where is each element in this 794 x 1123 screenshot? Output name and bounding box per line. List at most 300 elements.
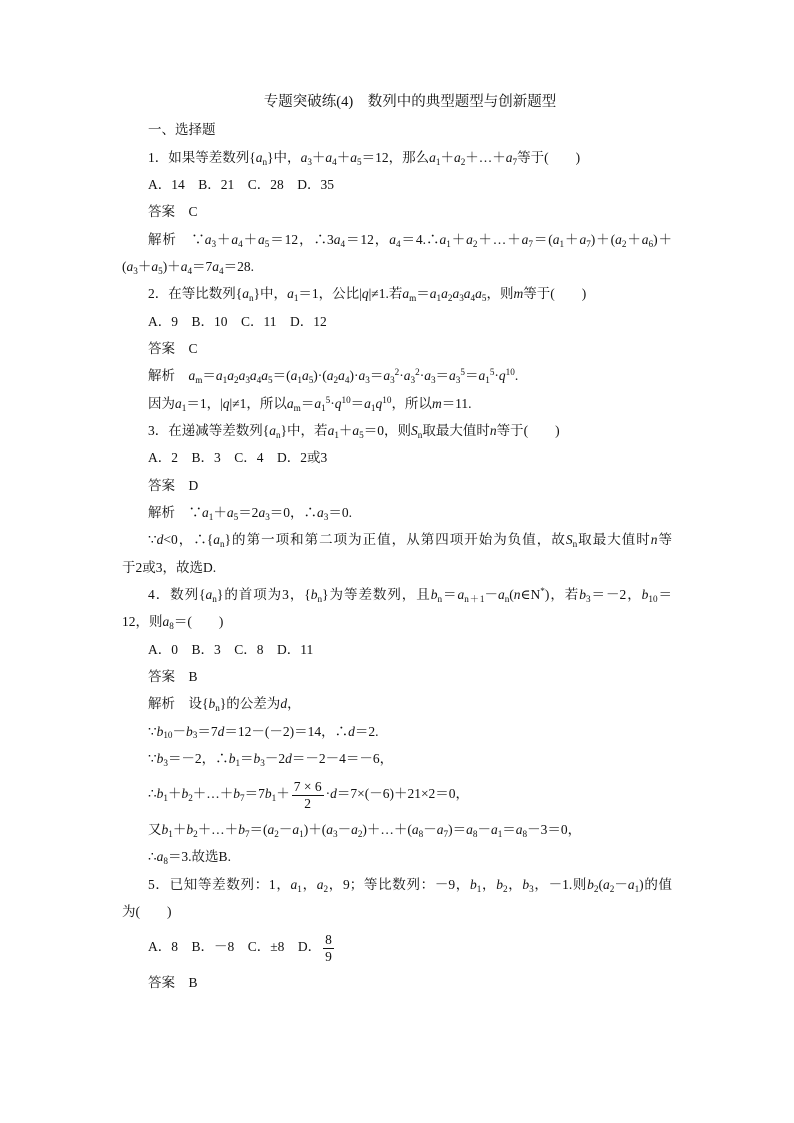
text-run: ∵ <box>148 723 157 739</box>
text-run: )，若 <box>544 586 580 602</box>
text-run: |≠1.若 <box>368 286 403 302</box>
text-run: }中， <box>267 149 301 165</box>
text-run: )·( <box>313 368 327 384</box>
text-run: <0，∴{ <box>163 532 214 548</box>
subscript: 4 <box>395 238 401 249</box>
subscript: 1 <box>435 156 441 167</box>
text-run: }中， <box>253 286 288 302</box>
text-run: ＋ <box>338 422 353 438</box>
text-run: ＝－2， <box>590 586 642 602</box>
math-variable: b <box>181 786 189 802</box>
subscript: 2 <box>460 156 466 167</box>
math-variable: a <box>505 149 513 165</box>
text-run: · <box>325 786 331 802</box>
math-variable: a <box>215 368 223 384</box>
text-line <box>122 499 672 526</box>
subscript: 1 <box>370 402 376 413</box>
math-variable: a <box>429 149 436 165</box>
math-variable: m <box>513 286 524 302</box>
text-run: ＝－2，∴ <box>167 750 229 766</box>
subscript: 3 <box>265 511 270 522</box>
subscript: 5 <box>481 293 487 304</box>
subscript: n <box>219 539 225 550</box>
math-variable: a <box>463 286 471 302</box>
math-variable: a <box>286 395 294 411</box>
text-line <box>122 969 672 996</box>
text-run: 解析 ∵ <box>148 231 205 247</box>
subscript: 2 <box>609 883 615 894</box>
text-run: － <box>278 821 293 837</box>
subscript: 8 <box>169 621 174 632</box>
math-variable: d <box>348 723 355 739</box>
text-run: ＝( <box>532 231 553 247</box>
subscript: 5 <box>233 511 239 522</box>
text-run: ＝7 <box>192 258 213 274</box>
text-line <box>122 444 672 471</box>
section-heading: 一、选择题 <box>148 122 216 138</box>
text-run: )· <box>349 368 359 384</box>
superscript: 10 <box>382 394 392 405</box>
question-1 <box>122 144 672 281</box>
math-variable: a <box>389 231 396 247</box>
math-variable: b <box>641 586 649 602</box>
math-variable: b <box>156 750 164 766</box>
subscript: 7 <box>586 238 591 249</box>
text-run: |≠1，所以 <box>229 395 287 411</box>
subscript: 2 <box>274 828 279 839</box>
math-variable: b <box>264 786 272 802</box>
question-5 <box>122 871 672 997</box>
math-variable: a <box>227 368 234 384</box>
text-line <box>122 898 672 925</box>
math-variable: a <box>441 286 448 302</box>
subscript: 1 <box>163 793 168 804</box>
text-line <box>122 335 672 362</box>
text-run: 答案 B <box>148 974 198 990</box>
text-run: ＝ <box>202 368 216 384</box>
text-run: ＝12，∴3 <box>269 231 334 247</box>
text-run: － <box>477 821 491 837</box>
subscript: 4 <box>256 375 262 386</box>
text-line <box>122 171 672 198</box>
subscript: 1 <box>293 293 299 304</box>
text-run: ＝2 <box>238 504 259 520</box>
math-variable: a <box>615 231 622 247</box>
subscript: 3 <box>586 593 591 604</box>
math-variable: a <box>326 821 333 837</box>
text-run: ，则 <box>486 286 514 302</box>
text-run: · <box>419 368 425 384</box>
math-variable: b <box>186 723 193 739</box>
solution-analysis <box>122 499 672 526</box>
fraction-denominator: 2 <box>292 795 324 812</box>
math-variable: b <box>208 696 216 712</box>
text-run: ＝1，公比| <box>298 286 362 302</box>
text-run: －2 <box>264 750 286 766</box>
fraction <box>323 932 334 965</box>
solution-analysis <box>122 526 672 581</box>
math-variable: a <box>327 422 335 438</box>
text-run: ＝1，| <box>186 395 223 411</box>
math-variable: a <box>429 286 437 302</box>
text-line <box>122 636 672 663</box>
text-line <box>122 554 672 581</box>
subscript: 1 <box>271 793 277 804</box>
math-variable: a <box>162 614 170 630</box>
subscript: 3 <box>455 375 461 386</box>
question-stem <box>122 581 672 636</box>
math-variable: a <box>552 231 560 247</box>
math-variable: b <box>186 821 194 837</box>
math-variable: a <box>449 368 456 384</box>
text-run: ＝ <box>240 750 254 766</box>
answer-key <box>122 969 672 996</box>
text-run: ＝4.∴ <box>400 231 440 247</box>
text-line <box>122 871 672 898</box>
math-variable: a <box>269 422 276 438</box>
text-run: ＝ <box>502 821 516 837</box>
subscript: 3 <box>459 293 464 304</box>
subscript: n <box>262 156 268 167</box>
math-variable: a <box>317 504 324 520</box>
math-variable: a <box>383 368 391 384</box>
math-variable: d <box>217 723 225 739</box>
math-variable: a <box>515 821 523 837</box>
subscript: 4 <box>340 238 346 249</box>
text-run: － <box>484 586 498 602</box>
subscript: 10 <box>648 593 658 604</box>
superscript: 5 <box>460 367 465 378</box>
math-variable: a <box>326 368 334 384</box>
subscript: n <box>248 293 254 304</box>
math-variable: n <box>513 586 521 602</box>
math-variable: a <box>202 504 209 520</box>
subscript: 1 <box>634 883 640 894</box>
math-variable: a <box>627 876 635 892</box>
subscript: m <box>195 375 203 386</box>
text-run: ，所以 <box>391 395 432 411</box>
text-run: )＋…＋( <box>362 821 412 837</box>
subscript: 3 <box>192 730 198 741</box>
solution-analysis <box>122 772 672 816</box>
question-3 <box>122 417 672 581</box>
text-run: A．0 B．3 C．8 D．11 <box>148 641 314 657</box>
answer-key <box>122 663 672 690</box>
text-run: － <box>172 723 187 739</box>
text-run: ＝12，那么 <box>361 149 430 165</box>
text-run: 又 <box>148 821 162 837</box>
math-variable: a <box>258 504 266 520</box>
text-run: 取最大值时 <box>577 532 651 548</box>
text-run: ＋ <box>440 149 454 165</box>
text-run: 3．在递减等差数列{ <box>148 422 270 438</box>
math-variable: a <box>475 286 482 302</box>
text-run: ， <box>287 696 301 712</box>
question-stem <box>122 280 672 307</box>
text-run: ＝ <box>369 368 384 384</box>
answer-options <box>122 171 672 198</box>
superscript: 10 <box>341 394 351 405</box>
subscript: 7 <box>244 828 250 839</box>
text-run: － <box>614 876 628 892</box>
answer-options <box>122 308 672 335</box>
math-variable: a <box>261 368 269 384</box>
math-variable: a <box>204 231 212 247</box>
text-run: ＝7 <box>197 723 218 739</box>
math-variable: q <box>334 395 342 411</box>
solution-analysis <box>122 362 672 389</box>
subscript: 1 <box>476 883 482 894</box>
text-run: ∵ <box>148 532 157 548</box>
text-line <box>122 144 672 171</box>
text-run: }为等差数列，且 <box>322 586 431 602</box>
subscript: 1 <box>334 429 339 440</box>
superscript: 5 <box>489 367 495 378</box>
text-run: 解析 <box>148 368 189 384</box>
text-line <box>122 417 672 444</box>
math-variable: a <box>424 368 431 384</box>
subscript: 2 <box>233 375 239 386</box>
subscript: 3 <box>133 265 138 276</box>
superscript: 2 <box>415 367 420 378</box>
math-variable: q <box>361 286 369 302</box>
subscript: 8 <box>472 828 478 839</box>
text-line <box>122 843 672 870</box>
text-run: ( <box>122 258 127 274</box>
subscript: 3 <box>410 375 416 386</box>
subscript: n <box>417 429 423 440</box>
subscript: 7 <box>443 828 449 839</box>
text-line <box>122 663 672 690</box>
subscript: 1 <box>497 828 503 839</box>
math-variable: a <box>350 149 357 165</box>
question-list <box>122 144 672 997</box>
math-variable: a <box>338 368 345 384</box>
question-4 <box>122 581 672 871</box>
superscript: 5 <box>325 394 331 405</box>
subscript: 7 <box>512 156 518 167</box>
subscript: 4 <box>344 375 350 386</box>
subscript: 4 <box>219 265 224 276</box>
math-variable: a <box>290 368 298 384</box>
math-variable: b <box>469 876 477 892</box>
text-run: ＝ <box>416 286 430 302</box>
math-variable: a <box>351 821 358 837</box>
math-variable: b <box>522 876 530 892</box>
text-run: ＋ <box>311 149 326 165</box>
math-variable: a <box>180 258 188 274</box>
text-run: ＋ <box>276 786 290 802</box>
subscript: n <box>317 593 323 604</box>
text-line <box>122 745 672 772</box>
math-variable: a <box>439 231 447 247</box>
text-run: ＋…＋ <box>465 149 506 165</box>
text-run: 2．在等比数列{ <box>148 286 243 302</box>
subscript: n <box>572 539 578 550</box>
text-run: ＋ <box>172 821 187 837</box>
text-line <box>122 362 672 389</box>
text-run: ∵ <box>148 750 157 766</box>
text-line <box>122 390 672 417</box>
math-variable: a <box>267 821 275 837</box>
math-variable: a <box>238 368 246 384</box>
text-run: 等于( ) <box>517 149 581 165</box>
subscript: 5 <box>357 156 362 167</box>
subscript: 4 <box>187 265 193 276</box>
math-variable: a <box>478 368 486 384</box>
text-run: ∴ <box>148 849 157 865</box>
math-variable: b <box>496 876 503 892</box>
subscript: 1 <box>321 402 326 413</box>
text-run: 等于( ) <box>496 422 560 438</box>
math-variable: a <box>436 821 444 837</box>
text-line <box>122 816 672 843</box>
math-variable: a <box>466 231 473 247</box>
text-run: )＋( <box>590 231 616 247</box>
text-run: 因为 <box>148 395 175 411</box>
fraction-denominator: 9 <box>325 948 332 964</box>
subscript: 3 <box>323 511 329 522</box>
question-2 <box>122 280 672 417</box>
math-variable: a <box>301 368 309 384</box>
subscript: 3 <box>390 375 395 386</box>
math-variable: a <box>358 368 366 384</box>
subscript: 2 <box>357 828 363 839</box>
math-variable: a <box>290 876 298 892</box>
math-variable: b <box>161 821 169 837</box>
math-variable: a <box>151 258 159 274</box>
question-stem <box>122 417 672 444</box>
superscript: 2 <box>394 367 400 378</box>
text-run: ＝7×(－6)＋21×2＝0， <box>336 786 470 802</box>
subscript: n <box>275 429 281 440</box>
superscript: 10 <box>505 367 515 378</box>
text-line <box>122 280 672 307</box>
answer-options <box>122 444 672 471</box>
subscript: 3 <box>163 757 168 768</box>
subscript: 2 <box>333 375 339 386</box>
math-variable: a <box>452 286 460 302</box>
text-line <box>122 198 672 225</box>
text-line <box>122 472 672 499</box>
fraction-numerator: 8 <box>325 931 332 947</box>
text-run: ＝ <box>657 586 673 602</box>
subscript: n＋1 <box>464 593 485 604</box>
text-run: ＝12， <box>345 231 390 247</box>
subscript: 6 <box>648 238 654 249</box>
text-run: }的第一项和第二项为正值，从第四项开始为负值，故 <box>224 532 566 548</box>
math-variable: a <box>287 286 294 302</box>
text-run: · <box>330 395 335 411</box>
math-variable: b <box>310 586 318 602</box>
math-variable: b <box>430 586 438 602</box>
text-run: }的首项为3，{ <box>216 586 311 602</box>
text-run: ＋ <box>336 149 351 165</box>
subscript: 2 <box>502 883 508 894</box>
text-run: ＝12－(－2)＝14，∴ <box>224 723 349 739</box>
text-line <box>122 308 672 335</box>
math-variable: b <box>587 876 594 892</box>
math-variable: d <box>156 532 164 548</box>
math-variable: S <box>565 532 573 548</box>
math-variable: a <box>352 422 360 438</box>
text-run: ＝( <box>249 821 268 837</box>
subscript: 1 <box>446 238 451 249</box>
subscript: 3 <box>332 828 338 839</box>
subscript: 4 <box>332 156 337 167</box>
text-run: ＝7 <box>244 786 265 802</box>
math-variable: a <box>579 231 587 247</box>
math-variable: d <box>280 696 288 712</box>
text-run: 答案 C <box>148 340 198 356</box>
text-run: ＝ <box>350 395 365 411</box>
math-variable: a <box>466 821 473 837</box>
text-line <box>122 226 672 253</box>
subscript: 4 <box>470 293 476 304</box>
math-variable: a <box>453 149 461 165</box>
math-variable: a <box>175 395 182 411</box>
text-line <box>122 253 672 280</box>
math-variable: a <box>188 368 196 384</box>
math-variable: a <box>490 821 498 837</box>
text-run: 解析 ∵ <box>148 504 202 520</box>
text-run: . <box>514 368 519 384</box>
text-run: )的值 <box>639 876 673 892</box>
text-run: 4．数列{ <box>148 586 206 602</box>
text-run: ＝－2－4＝－6， <box>291 750 394 766</box>
text-run: ∈N <box>520 586 541 602</box>
text-run: － <box>337 821 352 837</box>
text-run: ＝3.故选B. <box>167 849 231 865</box>
text-run: 1．如果等差数列{ <box>148 149 256 165</box>
subscript: 2 <box>593 883 599 894</box>
text-run: )＋ <box>653 231 672 247</box>
math-variable: a <box>316 876 324 892</box>
text-line <box>122 925 672 969</box>
text-line <box>122 772 672 816</box>
fraction <box>292 779 324 812</box>
subscript: 1 <box>181 402 187 413</box>
math-variable: a <box>231 231 239 247</box>
subscript: m <box>409 293 417 304</box>
math-variable: a <box>457 586 465 602</box>
subscript: n <box>437 593 443 604</box>
math-variable: q <box>498 368 506 384</box>
text-line <box>122 690 672 717</box>
math-variable: a <box>402 286 410 302</box>
text-run: ＝( ) <box>173 614 224 630</box>
subscript: 8 <box>418 828 424 839</box>
text-run: ＋ <box>213 504 227 520</box>
text-run: ＋ <box>450 231 467 247</box>
answer-options <box>122 636 672 663</box>
math-variable: a <box>205 586 213 602</box>
subscript: 2 <box>472 238 478 249</box>
text-run: }的公差为 <box>219 696 281 712</box>
text-line <box>122 581 672 608</box>
text-run: 解析 设{ <box>148 696 209 712</box>
math-variable: a <box>403 368 411 384</box>
math-variable: a <box>292 821 300 837</box>
question-stem <box>122 144 672 171</box>
answer-key <box>122 198 672 225</box>
text-run: ＋…＋ <box>477 231 522 247</box>
text-run: A．14 B．21 C．28 D．35 <box>148 176 335 192</box>
math-variable: d <box>330 786 337 802</box>
subscript: 2 <box>621 238 627 249</box>
text-run: ＝ <box>300 395 315 411</box>
text-run: A．8 B．－8 C．±8 D． <box>148 939 322 955</box>
